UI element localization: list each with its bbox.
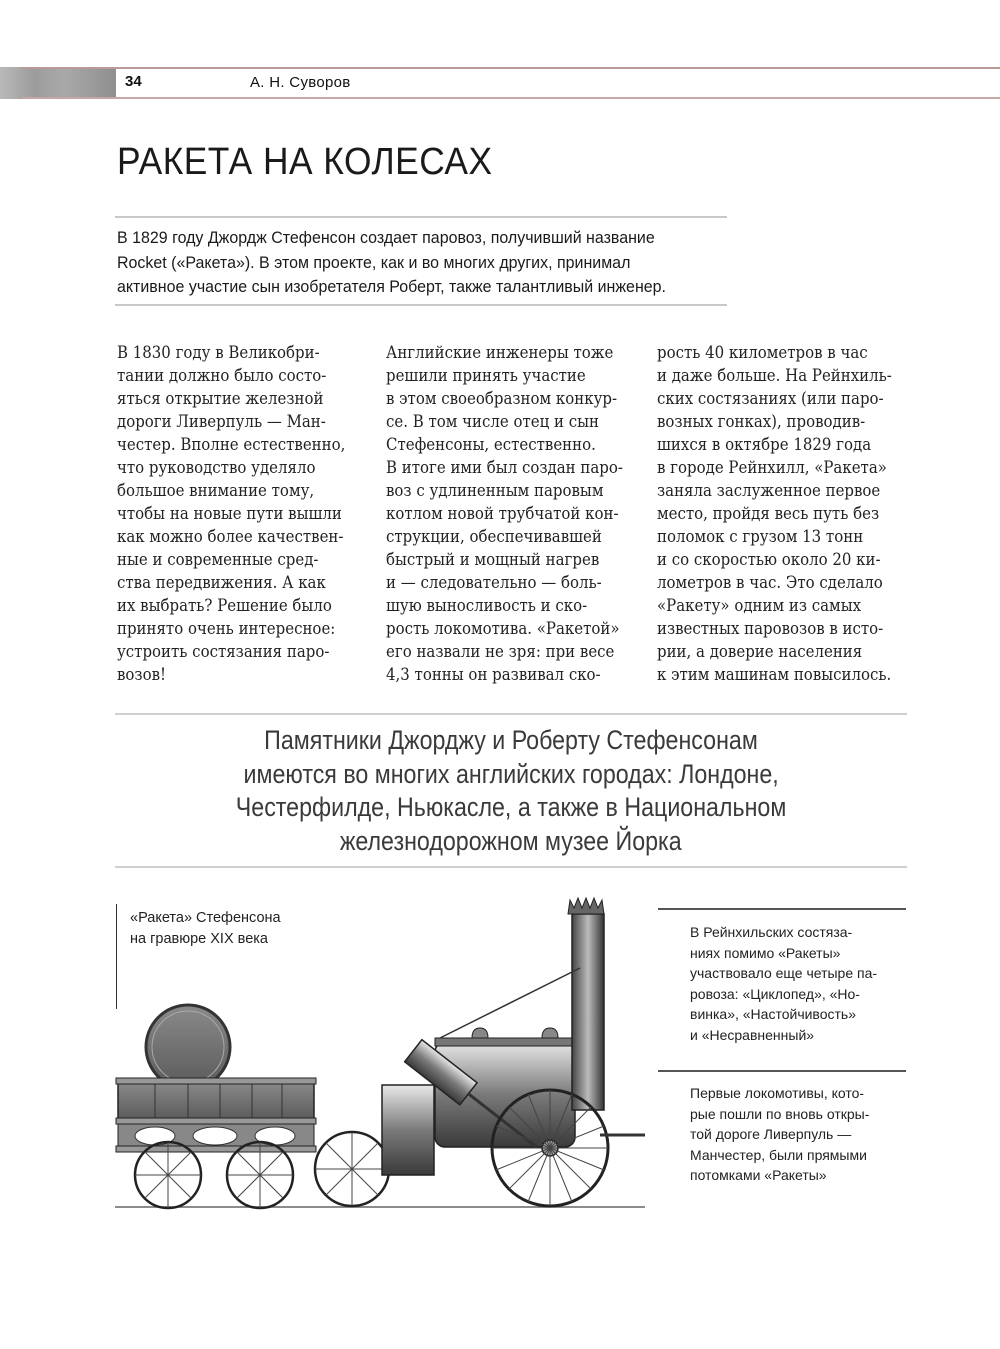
header-gray-tab	[0, 67, 116, 99]
text-line: заняла заслуженное первое	[657, 481, 881, 501]
chapter-title: РАКЕТА НА КОЛЕСАХ	[117, 141, 493, 183]
text-line: место, пройдя весь путь без	[657, 504, 880, 524]
side-note-1	[690, 922, 877, 1045]
header-rule-top	[22, 67, 1000, 69]
text-line: ные и современные сред-	[117, 550, 319, 570]
quote-line: Честерфилде, Ньюкасле, а также в Национальном	[235, 792, 787, 822]
text-line: рии, а доверие населения	[657, 642, 863, 662]
text-line: В 1830 году в Великобри-	[117, 343, 320, 363]
text-line: в городе Рейнхилл, «Ракета»	[657, 458, 887, 478]
text-line: к этим машинам повысилось.	[657, 665, 892, 685]
text-line: и со скоростью около 20 ки-	[657, 550, 881, 570]
text-line: рость локомотива. «Ракетой»	[386, 619, 620, 639]
text-line: рость 40 километров в час	[657, 343, 868, 363]
pull-quote	[115, 724, 907, 858]
note-line: В Рейнхильских состяза-	[690, 924, 853, 940]
note-line: и «Несравненный»	[690, 1026, 815, 1043]
note-line: Первые локомотивы, кото-	[690, 1085, 865, 1101]
text-line: дороги Ливерпуль — Ман-	[117, 412, 326, 432]
text-line: большое внимание тому,	[117, 481, 315, 501]
text-line: 4,3 тонны он развивал ско-	[386, 665, 601, 685]
text-line: шихся в октябре 1829 года	[657, 435, 872, 455]
quote-rule-top	[115, 713, 907, 715]
quote-rule-bottom	[115, 866, 907, 868]
text-line: воз с удлиненным паровым	[386, 481, 604, 501]
text-line: его назвали не зря: при весе	[386, 642, 615, 662]
body-column-1	[117, 342, 346, 687]
lead-line: активное участие сын изобретателя Роберт, также талантливый инженер.	[117, 277, 666, 296]
text-line: что руководство уделяло	[117, 458, 316, 478]
body-column-3	[657, 342, 892, 687]
text-line: ства передвижения. А как	[117, 573, 326, 593]
text-line: се. В том числе отец и сын	[386, 412, 600, 432]
text-line: известных паровозов в исто-	[657, 619, 884, 639]
text-line: чтобы на новые пути вышли	[117, 504, 342, 524]
text-line: «Ракету» одним из самых	[657, 596, 862, 616]
text-line: как можно более качествен-	[117, 527, 344, 547]
caption-bar	[116, 904, 117, 1009]
note-line: Манчестер, были прямыми	[690, 1146, 867, 1163]
body-column-2	[386, 342, 623, 687]
text-line: лометров в час. Это сделало	[657, 573, 883, 593]
caption-line: «Ракета» Стефенсона	[130, 910, 281, 926]
caption-line: на гравюре XIX века	[130, 931, 268, 947]
lead-rule-bottom	[115, 304, 727, 306]
text-line: их выбрать? Решение было	[117, 596, 332, 616]
note-line: ровоза: «Циклопед», «Но-	[690, 985, 860, 1002]
text-line: Стефенсоны, естественно.	[386, 435, 596, 455]
lead-line: Rocket («Ракета»). В этом проекте, как и во многих других, принимал	[117, 252, 631, 272]
lead-paragraph	[117, 226, 719, 300]
note-line: участвовало еще четыре па-	[690, 965, 878, 981]
text-line: тании должно было состо-	[117, 366, 327, 386]
text-line: поломок с грузом 13 тонн	[657, 527, 864, 547]
text-line: решили принять участие	[386, 366, 586, 386]
text-line: Английские инженеры тоже	[386, 343, 614, 363]
text-line: котлом новой трубчатой кон-	[386, 504, 619, 524]
side-note-2	[690, 1083, 869, 1186]
text-line: быстрый и мощный нагрев	[386, 550, 600, 570]
text-line: и — следовательно — боль-	[386, 573, 602, 593]
text-line: честер. Вполне естественно,	[117, 435, 346, 455]
note-line: ниях помимо «Ракеты»	[690, 944, 841, 961]
side-note-rule-2	[658, 1070, 906, 1072]
note-line: винка», «Настойчивость»	[690, 1006, 856, 1022]
quote-line: железнодорожном музее Йорка	[340, 825, 682, 856]
lead-line: В 1829 году Джордж Стефенсон создает паровоз, получивший название	[117, 228, 655, 247]
text-line: в этом своеобразном конкур-	[386, 389, 618, 409]
quote-line: Памятники Джорджу и Роберту Стефенсонам	[264, 725, 758, 755]
quote-line: имеются во многих английских городах: Лондоне,	[243, 758, 779, 789]
text-line: и даже больше. На Рейнхиль-	[657, 366, 892, 386]
note-line: той дороге Ливерпуль —	[690, 1126, 852, 1142]
text-line: струкции, обеспечивавшей	[386, 527, 602, 547]
lead-rule-top	[115, 216, 727, 218]
figure-caption	[130, 908, 281, 950]
running-header	[0, 67, 1000, 99]
text-line: принято очень интересное:	[117, 619, 336, 639]
text-line: ских состязаниях (или паро-	[657, 389, 884, 409]
side-note-rule-1	[658, 908, 906, 910]
running-author: А. Н. Суворов	[250, 74, 351, 91]
page-number: 34	[125, 73, 142, 90]
text-line: возных гонках), проводив-	[657, 412, 866, 432]
text-line: В итоге ими был создан паро-	[386, 458, 623, 478]
note-line: потомками «Ракеты»	[690, 1167, 827, 1183]
text-line: устроить состязания паро-	[117, 642, 330, 662]
text-line: возов!	[117, 665, 167, 685]
header-rule-bottom	[22, 97, 1000, 99]
text-line: яться открытие железной	[117, 389, 324, 409]
note-line: рые пошли по вновь откры-	[690, 1105, 870, 1122]
text-line: шую выносливость и ско-	[386, 596, 588, 616]
